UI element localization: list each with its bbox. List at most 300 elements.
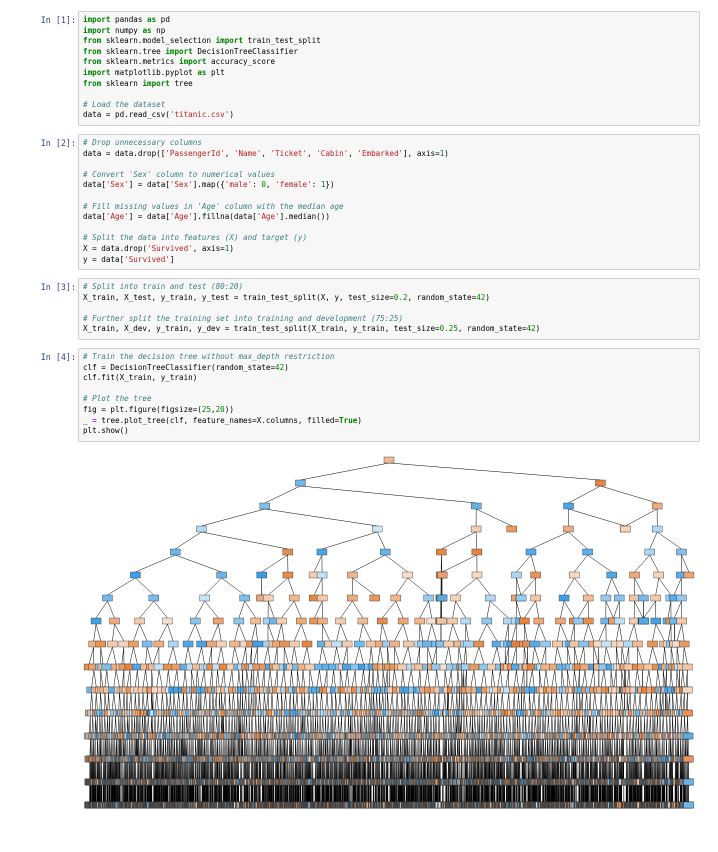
tree-edge bbox=[281, 716, 282, 733]
tree-node bbox=[283, 572, 293, 578]
code-token: 25 bbox=[202, 405, 211, 414]
tree-edge bbox=[335, 693, 337, 710]
tree-edge bbox=[324, 670, 327, 687]
code-token: sklearn.model_selection bbox=[101, 36, 215, 45]
cell-prompt: In [1]: bbox=[6, 15, 76, 25]
tree-edge bbox=[265, 486, 301, 503]
tree-edge bbox=[222, 578, 245, 595]
tree-edge bbox=[365, 716, 366, 733]
tree-edge bbox=[142, 716, 143, 733]
code-token: train_test_split bbox=[243, 36, 321, 45]
tree-node bbox=[276, 618, 286, 624]
tree-edge bbox=[177, 716, 178, 733]
code-token: X_train, X_dev, y_train, y_dev = train_test_split(X_train, y_train, test_size= bbox=[83, 324, 440, 333]
tree-edge bbox=[262, 555, 288, 572]
tree-edge bbox=[146, 693, 148, 710]
tree-edge bbox=[147, 647, 152, 664]
tree-edge bbox=[370, 647, 372, 664]
code-cell-2[interactable] bbox=[0, 134, 718, 270]
code-token: 'Age' bbox=[170, 212, 193, 221]
code-token: 42 bbox=[526, 324, 535, 333]
tree-edge bbox=[148, 716, 149, 733]
tree-edge bbox=[235, 647, 239, 664]
tree-node bbox=[263, 595, 273, 601]
tree-edge bbox=[268, 601, 274, 618]
tree-edge bbox=[355, 670, 356, 687]
tree-edge bbox=[277, 693, 279, 710]
tree-edge bbox=[195, 693, 196, 710]
code-token: import bbox=[83, 15, 110, 24]
tree-edge bbox=[89, 647, 94, 664]
tree-edge bbox=[268, 578, 288, 595]
tree-edge bbox=[341, 624, 348, 641]
tree-node bbox=[183, 641, 193, 647]
tree-edge bbox=[246, 647, 247, 664]
tree-edge bbox=[316, 693, 317, 710]
code-token: # Train the decision tree without max_depth restriction bbox=[83, 352, 334, 361]
tree-edge bbox=[154, 601, 168, 618]
code-line bbox=[83, 149, 695, 160]
tree-edge bbox=[170, 693, 171, 710]
code-line bbox=[83, 110, 695, 121]
tree-edge bbox=[355, 693, 357, 710]
tree-node bbox=[162, 618, 172, 624]
tree-edge bbox=[232, 647, 235, 664]
tree-edge bbox=[157, 716, 158, 733]
tree-edge bbox=[259, 716, 260, 733]
code-line bbox=[83, 89, 695, 100]
code-input[interactable] bbox=[78, 278, 700, 340]
tree-edge bbox=[133, 624, 139, 641]
tree-node bbox=[217, 572, 227, 578]
tree-edge bbox=[229, 670, 232, 687]
tree-edge bbox=[264, 647, 268, 664]
tree-edge bbox=[303, 670, 305, 687]
tree-edge bbox=[116, 716, 117, 733]
tree-edge bbox=[159, 670, 162, 687]
tree-edge bbox=[377, 532, 385, 549]
tree-edge bbox=[300, 463, 389, 480]
tree-edge bbox=[195, 601, 205, 618]
code-token: sklearn.tree bbox=[101, 47, 165, 56]
tree-node bbox=[342, 641, 352, 647]
tree-edge bbox=[167, 693, 169, 710]
code-token: 'Survived' bbox=[124, 255, 170, 264]
tree-edge bbox=[276, 716, 277, 733]
tree-edge bbox=[147, 716, 148, 733]
tree-edge bbox=[174, 693, 176, 710]
code-token: y = data[ bbox=[83, 255, 124, 264]
tree-edge bbox=[114, 693, 116, 710]
code-token: import bbox=[83, 68, 110, 77]
code-token: matplotlib.pyplot bbox=[110, 68, 197, 77]
tree-edge bbox=[217, 716, 218, 733]
code-token: sklearn bbox=[101, 79, 142, 88]
tree-edge bbox=[294, 647, 297, 664]
code-token: # Split into train and test (80:20) bbox=[83, 282, 243, 291]
tree-edge bbox=[107, 601, 114, 618]
tree-edge bbox=[112, 647, 116, 664]
code-token: pandas bbox=[110, 15, 147, 24]
tree-node bbox=[302, 641, 312, 647]
tree-edge bbox=[190, 693, 191, 710]
tree-node bbox=[332, 641, 342, 647]
code-token: 'female' bbox=[275, 180, 312, 189]
code-line bbox=[83, 324, 695, 335]
tree-edge bbox=[122, 647, 124, 664]
code-token: as bbox=[142, 26, 151, 35]
tree-edge bbox=[204, 670, 205, 687]
tree-edge bbox=[317, 693, 318, 710]
tree-edge bbox=[345, 670, 347, 687]
tree-edge bbox=[348, 693, 349, 710]
tree-node bbox=[128, 641, 138, 647]
code-token: from bbox=[83, 47, 101, 56]
code-token: ] = data[ bbox=[129, 180, 170, 189]
tree-node bbox=[102, 664, 112, 670]
tree-edge bbox=[205, 578, 222, 595]
code-input[interactable] bbox=[78, 134, 700, 270]
tree-edge bbox=[277, 624, 281, 641]
tree-edge bbox=[319, 670, 321, 687]
code-token: 0 bbox=[261, 180, 266, 189]
tree-edge bbox=[268, 716, 269, 733]
tree-edge bbox=[307, 716, 308, 733]
tree-node bbox=[119, 641, 129, 647]
tree-edge bbox=[217, 647, 221, 664]
code-token: data = data.drop([ bbox=[83, 149, 165, 158]
code-cell-3[interactable] bbox=[0, 278, 718, 340]
code-token: 42 bbox=[476, 293, 485, 302]
tree-edge bbox=[262, 670, 264, 687]
tree-edge bbox=[302, 670, 303, 687]
tree-edge bbox=[264, 716, 265, 733]
tree-edge bbox=[268, 624, 274, 641]
code-token: import bbox=[216, 36, 243, 45]
tree-edge bbox=[190, 716, 191, 733]
tree-edge bbox=[155, 693, 157, 710]
tree-node bbox=[168, 641, 178, 647]
code-cell-4[interactable] bbox=[0, 348, 718, 442]
tree-edge bbox=[107, 670, 109, 687]
tree-edge bbox=[355, 716, 356, 733]
tree-edge bbox=[107, 647, 113, 664]
tree-edge bbox=[287, 716, 288, 733]
tree-edge bbox=[96, 624, 101, 641]
tree-edge bbox=[256, 693, 258, 710]
tree-edge bbox=[221, 693, 222, 710]
tree-edge bbox=[191, 693, 193, 710]
tree-edge bbox=[212, 693, 213, 710]
code-token: np bbox=[152, 26, 166, 35]
tree-edge bbox=[328, 716, 329, 733]
tree-edge bbox=[368, 670, 370, 687]
tree-edge bbox=[131, 716, 132, 733]
tree-edge bbox=[360, 693, 361, 710]
tree-edge bbox=[135, 693, 136, 710]
tree-node bbox=[107, 641, 117, 647]
tree-edge bbox=[311, 716, 312, 733]
tree-edge bbox=[244, 693, 245, 710]
tree-edge bbox=[159, 624, 168, 641]
tree-edge bbox=[256, 624, 258, 641]
tree-edge bbox=[297, 693, 298, 710]
tree-edge bbox=[246, 670, 247, 687]
tree-edge bbox=[177, 670, 179, 687]
tree-edge bbox=[119, 716, 120, 733]
tree-edge bbox=[301, 624, 307, 641]
code-token: as bbox=[197, 68, 206, 77]
code-line bbox=[83, 282, 695, 293]
tree-edge bbox=[281, 693, 282, 710]
code-token: 'Age' bbox=[257, 212, 280, 221]
code-token: ] bbox=[170, 255, 175, 264]
tree-edge bbox=[254, 647, 258, 664]
code-token: 'Embarked' bbox=[357, 149, 403, 158]
tree-edge bbox=[334, 670, 336, 687]
code-token: # Drop unnecessary columns bbox=[83, 138, 202, 147]
tree-node bbox=[252, 641, 262, 647]
tree-edge bbox=[183, 693, 184, 710]
code-token: ) bbox=[229, 244, 234, 253]
tree-edge bbox=[114, 670, 116, 687]
tree-edge bbox=[340, 693, 341, 710]
tree-node bbox=[289, 595, 299, 601]
code-token: from bbox=[83, 36, 101, 45]
code-token: numpy bbox=[110, 26, 142, 35]
tree-edge bbox=[322, 532, 377, 549]
tree-node bbox=[317, 595, 327, 601]
tree-edge bbox=[153, 647, 159, 664]
tree-edge bbox=[105, 693, 107, 710]
tree-edge bbox=[168, 647, 173, 664]
tree-edge bbox=[308, 693, 309, 710]
code-token: 20 bbox=[216, 405, 225, 414]
decision-tree-svg bbox=[78, 452, 700, 847]
code-token: ) bbox=[444, 149, 449, 158]
tree-edge bbox=[137, 670, 139, 687]
code-token: import bbox=[142, 79, 169, 88]
tree-edge bbox=[238, 670, 239, 687]
tree-edge bbox=[166, 716, 167, 733]
tree-edge bbox=[162, 693, 163, 710]
code-line bbox=[83, 405, 695, 416]
code-token: , bbox=[261, 149, 270, 158]
tree-edge bbox=[369, 693, 370, 710]
code-input[interactable] bbox=[78, 348, 700, 442]
code-token: , random_state= bbox=[458, 324, 527, 333]
tree-edge bbox=[281, 601, 294, 618]
code-token: 1 bbox=[321, 180, 326, 189]
code-token: , bbox=[225, 149, 234, 158]
tree-edge bbox=[272, 693, 273, 710]
tree-edge bbox=[307, 647, 310, 664]
tree-edge bbox=[105, 670, 107, 687]
code-line bbox=[83, 314, 695, 325]
tree-edge bbox=[177, 693, 179, 710]
tree-edge bbox=[207, 716, 208, 733]
tree-edge bbox=[314, 555, 322, 572]
decision-tree-plot bbox=[78, 452, 700, 847]
tree-edge bbox=[327, 693, 328, 710]
tree-edge bbox=[370, 693, 371, 710]
tree-edge bbox=[352, 555, 385, 572]
tree-edge bbox=[175, 532, 201, 549]
tree-node bbox=[317, 618, 327, 624]
tree-edge bbox=[221, 647, 224, 664]
tree-edge bbox=[197, 647, 201, 664]
tree-edge bbox=[361, 670, 363, 687]
tree-edge bbox=[204, 716, 205, 733]
code-line bbox=[83, 212, 695, 223]
tree-edge bbox=[218, 624, 221, 641]
tree-edge bbox=[90, 693, 91, 710]
tree-edge bbox=[352, 670, 355, 687]
tree-node bbox=[91, 618, 101, 624]
tree-edge bbox=[123, 693, 124, 710]
tree-edge bbox=[268, 647, 270, 664]
tree-node bbox=[196, 526, 206, 532]
tree-edge bbox=[235, 624, 239, 641]
code-line bbox=[83, 352, 695, 363]
tree-edge bbox=[201, 532, 287, 549]
code-token: as bbox=[147, 15, 156, 24]
tree-edge bbox=[212, 670, 213, 687]
tree-edge bbox=[174, 670, 177, 687]
tree-edge bbox=[158, 716, 159, 733]
tree-edge bbox=[225, 716, 226, 733]
tree-edge bbox=[170, 693, 171, 710]
tree-edge bbox=[125, 716, 126, 733]
code-line bbox=[83, 255, 695, 266]
tree-edge bbox=[119, 693, 121, 710]
tree-node bbox=[207, 641, 217, 647]
tree-edge bbox=[124, 693, 125, 710]
tree-edge bbox=[210, 670, 212, 687]
code-token: ) bbox=[357, 416, 362, 425]
tree-node bbox=[154, 641, 164, 647]
code-token: , random_state= bbox=[408, 293, 477, 302]
tree-edge bbox=[308, 716, 309, 733]
cell-prompt: In [3]: bbox=[6, 282, 76, 292]
tree-edge bbox=[291, 670, 293, 687]
tree-edge bbox=[215, 693, 217, 710]
tree-node bbox=[142, 641, 152, 647]
tree-edge bbox=[239, 624, 246, 641]
tree-edge bbox=[101, 693, 102, 710]
tree-edge bbox=[196, 693, 197, 710]
tree-edge bbox=[298, 716, 299, 733]
tree-edge bbox=[309, 693, 311, 710]
tree-edge bbox=[133, 647, 137, 664]
tree-edge bbox=[216, 670, 217, 687]
code-token: sklearn.metrics bbox=[101, 57, 179, 66]
tree-edge bbox=[140, 624, 148, 641]
code-input[interactable] bbox=[78, 11, 700, 126]
tree-edge bbox=[129, 693, 131, 710]
tree-edge bbox=[185, 647, 188, 664]
tree-edge bbox=[291, 647, 294, 664]
code-line bbox=[83, 170, 695, 181]
tree-edge bbox=[239, 670, 241, 687]
code-token: , bbox=[348, 149, 357, 158]
tree-edge bbox=[242, 647, 245, 664]
tree-edge bbox=[187, 716, 188, 733]
code-token: DecisionTreeClassifier bbox=[193, 47, 298, 56]
tree-edge bbox=[157, 693, 159, 710]
tree-edge bbox=[238, 693, 239, 710]
code-token: X = data.drop( bbox=[83, 244, 147, 253]
tree-node bbox=[102, 595, 112, 601]
tree-edge bbox=[347, 670, 349, 687]
tree-node bbox=[96, 641, 106, 647]
code-line bbox=[83, 180, 695, 191]
tree-edge bbox=[180, 716, 181, 733]
tree-edge bbox=[352, 601, 363, 618]
code-token: tree.plot_tree(clf, feature_names=X.columns, filled= bbox=[97, 416, 339, 425]
tree-edge bbox=[271, 693, 272, 710]
code-token: # Further split the training set into training and development (75:25) bbox=[83, 314, 403, 323]
tree-edge bbox=[359, 624, 363, 641]
code-token: import bbox=[165, 47, 192, 56]
code-token: 'Survived' bbox=[147, 244, 193, 253]
code-line bbox=[83, 36, 695, 47]
code-token: , axis= bbox=[193, 244, 225, 253]
tree-edge bbox=[303, 647, 307, 664]
code-line bbox=[83, 159, 695, 170]
tree-node bbox=[213, 618, 223, 624]
code-token: ].median()) bbox=[280, 212, 330, 221]
tree-edge bbox=[127, 670, 130, 687]
tree-edge bbox=[92, 693, 93, 710]
tree-edge bbox=[286, 693, 287, 710]
tree-edge bbox=[301, 693, 302, 710]
tree-edge bbox=[267, 693, 269, 710]
tree-edge bbox=[322, 693, 323, 710]
tree-edge bbox=[355, 647, 359, 664]
code-token: 'titanic.csv' bbox=[170, 110, 229, 119]
tree-edge bbox=[319, 647, 322, 664]
code-line bbox=[83, 202, 695, 213]
code-token: , bbox=[211, 405, 216, 414]
tree-edge bbox=[135, 578, 153, 595]
tree-edge bbox=[96, 601, 107, 618]
code-line bbox=[83, 293, 695, 304]
tree-edge bbox=[146, 670, 148, 687]
code-line bbox=[83, 233, 695, 244]
tree-edge bbox=[245, 601, 256, 618]
code-token: from bbox=[83, 79, 101, 88]
code-token: ) bbox=[536, 324, 541, 333]
code-token: : bbox=[252, 180, 261, 189]
tree-edge bbox=[339, 693, 340, 710]
tree-edge bbox=[174, 716, 175, 733]
tree-edge bbox=[217, 670, 219, 687]
code-token: : bbox=[312, 180, 321, 189]
tree-edge bbox=[201, 509, 264, 526]
tree-edge bbox=[363, 670, 365, 687]
code-token: }) bbox=[325, 180, 334, 189]
tree-edge bbox=[112, 716, 113, 733]
tree-edge bbox=[291, 716, 292, 733]
code-token: 'Cabin' bbox=[316, 149, 348, 158]
tree-edge bbox=[175, 555, 221, 572]
tree-edge bbox=[130, 647, 134, 664]
tree-edge bbox=[225, 693, 226, 710]
tree-edge bbox=[112, 624, 114, 641]
code-cell-1[interactable] bbox=[0, 11, 718, 126]
tree-edge bbox=[332, 693, 333, 710]
